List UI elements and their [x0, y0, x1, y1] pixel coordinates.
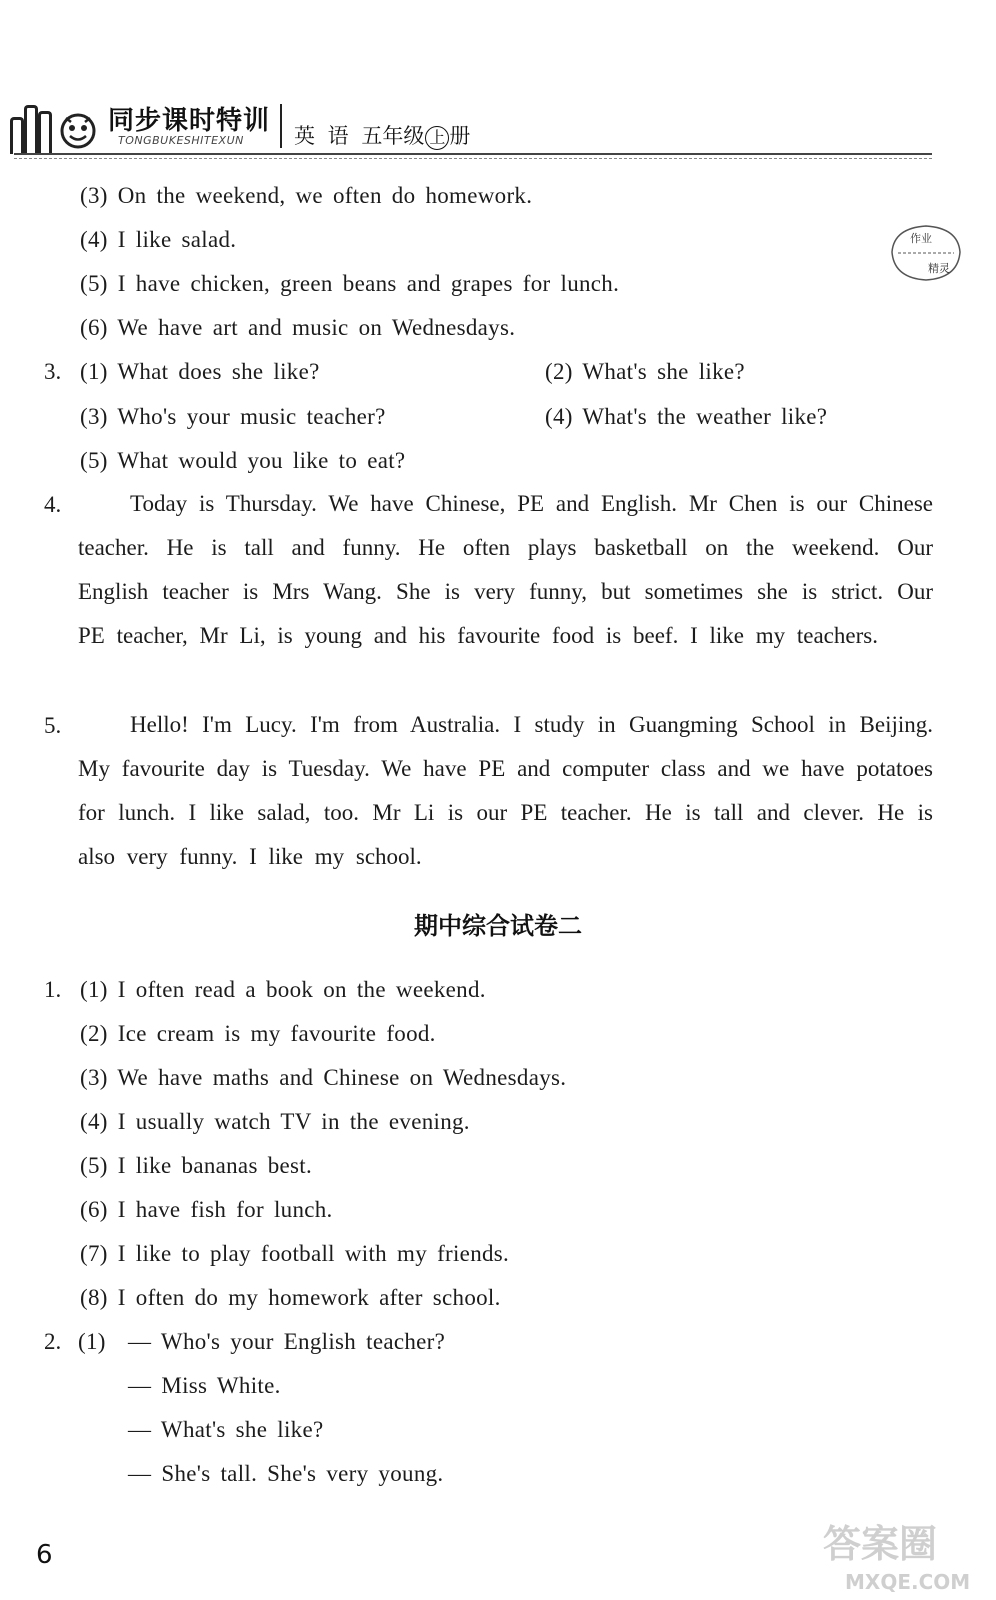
dialogue-line: — She's tall. She's very young. — [128, 1461, 444, 1486]
answer-line: (5) What would you like to eat? — [80, 448, 406, 473]
answer-line: (2) Ice cream is my favourite food. — [80, 1021, 436, 1046]
answer-line: (1) I often read a book on the weekend. — [80, 977, 486, 1002]
answer-line: (3) We have maths and Chinese on Wednesdays. — [80, 1065, 567, 1090]
sub-question-label: (1) — [78, 1329, 106, 1354]
question-number: 3. — [44, 359, 62, 384]
answer-line: (2) What's she like? — [545, 359, 745, 384]
answer-line: (7) I like to play football with my friends. — [80, 1241, 510, 1266]
question-number: 4. — [44, 492, 62, 517]
section-title: 期中综合试卷二 — [414, 912, 582, 940]
dialogue-line: — Miss White. — [128, 1373, 281, 1398]
page-number: 6 — [36, 1540, 53, 1570]
paragraph-text: Hello! I'm Lucy. I'm from Australia. I study in Guangming School in Beijing. My favourite day is Tuesday. We have PE and computer class and we have potatoes for lunch. I like salad, too. Mr Li is our PE teacher. He is tall and clever. He is also very funny. I like my school. — [78, 712, 933, 869]
paragraph-text: Today is Thursday. We have Chinese, PE and English. Mr Chen is our Chinese teacher. He is tall and funny. He often plays basketball on the weekend. Our English teacher is Mrs Wang. She is very funny, but sometimes she is strict. Our PE teacher, Mr Li, is young and his favourite food is beef. I like my teachers. — [78, 491, 933, 648]
answer-line: (6) I have fish for lunch. — [80, 1197, 333, 1222]
brand-pinyin: TONGBUKESHITEXUN — [118, 134, 244, 147]
stamp-text-top: 作业 — [910, 232, 932, 245]
volume-badge: 上 — [425, 126, 449, 150]
answer-line: (4) I like salad. — [80, 227, 237, 252]
watermark-site: MXQE.COM — [845, 1570, 971, 1594]
question-number: 1. — [44, 977, 62, 1002]
answer-line: (4) What's the weather like? — [545, 404, 828, 429]
question-number: 5. — [44, 713, 62, 738]
paragraph-answer — [78, 703, 933, 879]
answer-line: (1) What does she like? — [80, 359, 320, 384]
answer-line: (6) We have art and music on Wednesdays. — [80, 315, 516, 340]
brand-title: 同步课时特训 — [108, 106, 271, 136]
answer-line: (5) I have chicken, green beans and grapes for lunch. — [80, 271, 620, 296]
answer-line: (4) I usually watch TV in the evening. — [80, 1109, 470, 1134]
volume-suffix: 册 — [449, 124, 471, 148]
stamp-text-bottom: 精灵 — [928, 262, 950, 275]
site-watermark-logo — [815, 1515, 975, 1595]
dialogue-line: — Who's your English teacher? — [128, 1329, 446, 1354]
watermark-text: 答案圈 — [823, 1522, 938, 1566]
question-number: 2. — [44, 1329, 62, 1354]
answer-line: (3) On the weekend, we often do homework. — [80, 183, 533, 208]
paragraph-answer — [78, 482, 933, 658]
dialogue-line: — What's she like? — [128, 1417, 324, 1442]
subject-text: 英 语 五年级 — [294, 124, 425, 148]
answer-line: (8) I often do my homework after school. — [80, 1285, 501, 1310]
answer-line: (5) I like bananas best. — [80, 1153, 313, 1178]
answer-line: (3) Who's your music teacher? — [80, 404, 386, 429]
